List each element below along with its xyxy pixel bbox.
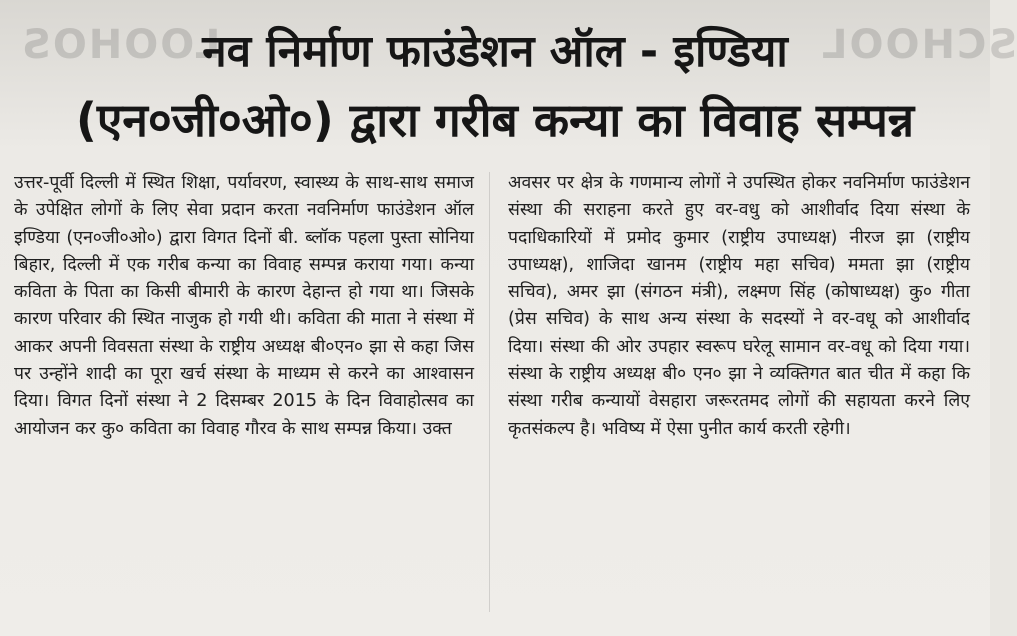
headline-line-2: (एन०जी०ओ०) द्वारा गरीब कन्या का विवाह सम्पन्न [75, 93, 915, 147]
article-column-left: उत्तर-पूर्वी दिल्ली में स्थित शिक्षा, पर्यावरण, स्वास्थ्य के साथ-साथ समाज के उपेक्षित लोगों के लिए सेवा प्रदान करता नवनिर्माण फाउंडेशन ऑल इण्डिया (एन०जी०ओ०) द्वारा विगत दिनों बी. ब्लॉक पहला पुस्ता सोनिया बिहार, दिल्ली में एक गरीब कन्या का विवाह सम्पन्न कराया गया। कन्या कविता के पिता का किसी बीमारी के कारण देहान्त हो गया था। जिसके कारण परिवार की स्थित नाजुक हो गयी थी। कविता की माता ने संस्था में आकर अपनी विवसता संस्था के राष्ट्रीय अध्यक्ष बी०एन० झा से कहा जिस पर उन्होंने शादी का पूरा खर्च संस्था के माध्यम से करने का आश्वासन दिया। विगत दिनों संस्था ने 2 दिसम्बर 2015 के दिन विवाहोत्सव का आयोजन कर कु० कविता का विवाह गौरव के साथ सम्पन्न किया। उक्त [14, 173, 474, 439]
article-column-right: अवसर पर क्षेत्र के गणमान्य लोगों ने उपस्थित होकर नवनिर्माण फाउंडेशन संस्था की सराहना करते हुए वर-वधु को आशीर्वाद दिया संस्था के पदाधिकारियों में प्रमोद कुमार (राष्ट्रीय उपाध्यक्ष) नीरज झा (राष्ट्रीय उपाध्यक्ष), शाजिदा खानम (राष्ट्रीय महा सचिव) ममता झा (राष्ट्रीय सचिव), अमर झा (संगठन मंत्री), लक्ष्मण सिंह (कोषाध्यक्ष) कु० गीता (प्रेस सचिव) के साथ अन्य संस्था के सदस्यों ने वर-वधू को आशीर्वाद दिया। संस्था की ओर उपहार स्वरूप घरेलू सामान वर-वधू को दिया गया। संस्था के राष्ट्रीय अध्यक्ष बी० एन० झा ने व्यक्तिगत बात चीत में कहा कि संस्था गरीब कन्यायों वेसहारा जरूरतमद लोगों की सहायता करने लिए कृतसंकल्प है। भविष्य में ऐसा पुनीत कार्य करती रहेगी। [508, 173, 970, 439]
headline-line-1: नव निर्माण फाउंडेशन ऑल - इण्डिया [202, 26, 788, 77]
bleed-through-text: SCHOOL [820, 22, 1017, 68]
column-divider [489, 172, 490, 612]
bleed-through-text: LOOHOS [20, 22, 221, 68]
headline [0, 18, 990, 154]
